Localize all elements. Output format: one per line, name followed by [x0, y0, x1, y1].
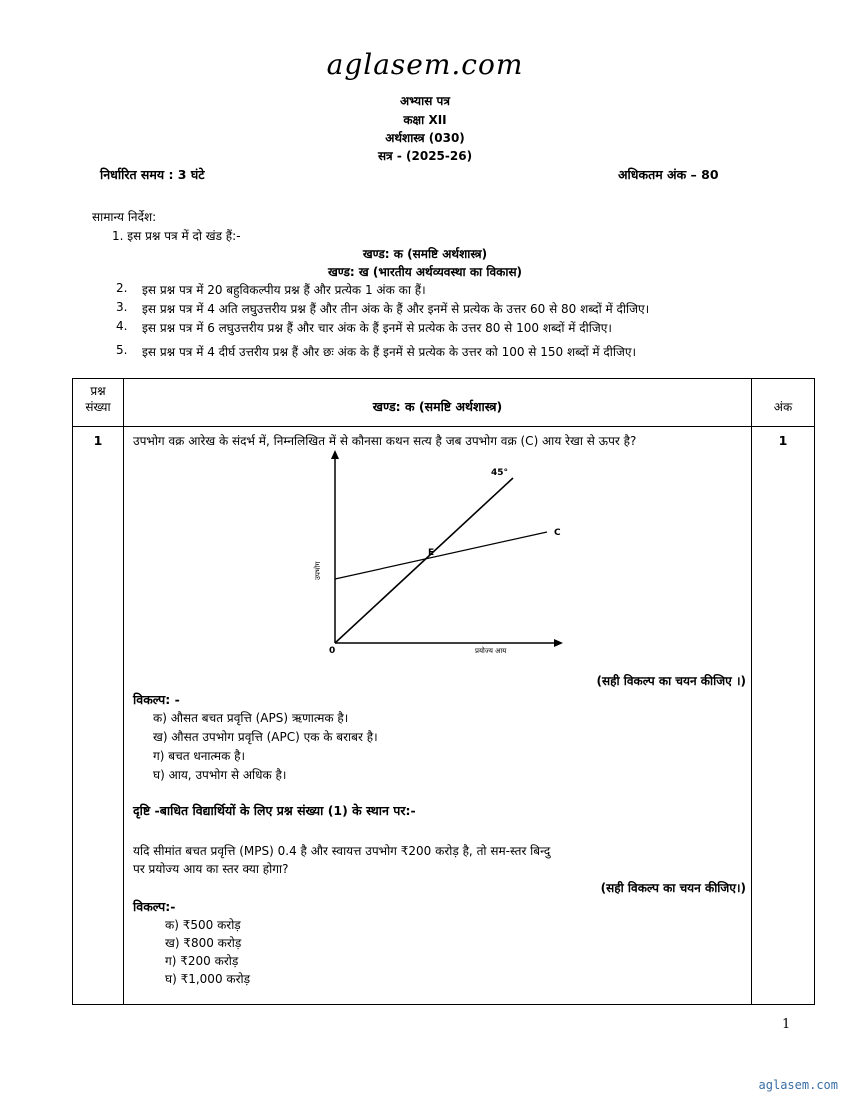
vi-option-c: ग) ₹200 करोड़	[165, 954, 239, 968]
vi-select-option-note: (सही विकल्प का चयन कीजिए।)	[600, 881, 746, 895]
question-number-header-line-1: प्रश्न	[90, 384, 106, 398]
question-number-header-line-2: संख्या	[85, 400, 111, 414]
y-axis-label: उपभोग	[314, 561, 322, 580]
angle-label: 45°	[491, 468, 509, 478]
visually-impaired-heading: दृष्टि -बाधित विद्यार्थियों के लिए प्रश्न संख्या (1) के स्थान पर:-	[133, 803, 416, 818]
option-c: ग) बचत धनात्मक है।	[153, 749, 246, 763]
time-allowed: निर्धारित समय : 3 घंटे	[100, 167, 205, 182]
marks-header: अंक	[752, 379, 815, 427]
instruction-item-1: 1. इस प्रश्न पत्र में दो खंड हैं:-	[112, 229, 241, 243]
y-axis-arrow	[331, 450, 339, 459]
consumption-curve	[335, 532, 547, 579]
question-number-header	[73, 379, 124, 427]
vi-option-a: क) ₹500 करोड़	[165, 918, 241, 932]
title-line-3: अर्थशास्त्र (030)	[385, 131, 465, 145]
question-marks: 1	[752, 427, 815, 1005]
x-axis-arrow	[554, 639, 563, 647]
equilibrium-point-label: E	[428, 548, 435, 558]
vi-question-line-1: यदि सीमांत बचत प्रवृत्ति (MPS) 0.4 है और स्वायत्त उपभोग ₹200 करोड़ है, तो सम-स्तर बिन्दु	[133, 844, 551, 858]
question-number: 1	[73, 427, 124, 1005]
select-option-note: (सही विकल्प का चयन कीजिए ।)	[596, 674, 746, 688]
instruction-num-5: 5.	[116, 343, 128, 357]
instruction-text-2: इस प्रश्न पत्र में 20 बहुविकल्पीय प्रश्न हैं और प्रत्येक 1 अंक का हैं।	[142, 283, 426, 297]
instructions-heading: सामान्य निर्देश:	[92, 210, 157, 224]
vi-question-line-2: पर प्रयोज्य आय का स्तर क्या होगा?	[133, 862, 289, 876]
section-header: खण्ड: क (समष्टि अर्थशास्त्र)	[124, 379, 752, 427]
brand-logo: aglasem.com	[326, 48, 524, 81]
title-line-2: कक्षा XII	[403, 113, 447, 127]
page-number: 1	[782, 1017, 791, 1032]
table-row	[73, 427, 815, 1005]
vi-options-heading: विकल्प:-	[133, 899, 176, 914]
title-line-4: सत्र - (2025-26)	[377, 149, 473, 163]
instruction-text-3: इस प्रश्न पत्र में 4 अति लघुउत्तरीय प्रश्न हैं और तीन अंक के हैं और इनमें से प्रत्येक के उत्तर 60 से 80 शब्दों में दीजिए।	[142, 302, 650, 316]
max-marks: अधिकतम अंक – 80	[618, 167, 719, 182]
x-axis-label: प्रयोज्य आय	[475, 647, 507, 655]
options-heading: विकल्प: -	[133, 692, 180, 707]
option-b: ख) औसत उपभोग प्रवृत्ति (APC) एक के बराबर है।	[153, 730, 378, 744]
instruction-num-4: 4.	[116, 319, 128, 333]
vi-option-b: ख) ₹800 करोड़	[165, 936, 242, 950]
instruction-num-2: 2.	[116, 281, 128, 295]
income-line-45	[335, 478, 513, 643]
option-d: घ) आय, उपभोग से अधिक है।	[153, 768, 287, 782]
question-cell	[124, 427, 752, 1005]
curve-label: C	[554, 528, 561, 538]
question-body	[125, 428, 750, 1003]
instruction-num-3: 3.	[116, 300, 128, 314]
question-text: उपभोग वक्र आरेख के संदर्भ में, निम्नलिखित में से कौनसा कथन सत्य है जब उपभोग वक्र (C) आय रेखा से ऊपर है?	[133, 434, 637, 448]
section-a-label: खण्ड: क (समष्टि अर्थशास्त्र)	[362, 247, 488, 261]
footer-link[interactable]: aglasem.com	[758, 1078, 838, 1092]
instruction-text-4: इस प्रश्न पत्र में 6 लघुउत्तरीय प्रश्न हैं और चार अंक के हैं इनमें से प्रत्येक के उत्तर 80 से 100 शब्दों में दीजिए।	[142, 321, 612, 335]
question-table	[72, 378, 815, 1005]
section-b-label: खण्ड: ख (भारतीय अर्थव्यवस्था का विकास)	[327, 265, 523, 279]
instruction-text-5: इस प्रश्न पत्र में 4 दीर्घ उत्तरीय प्रश्न हैं और छः अंक के हैं इनमें से प्रत्येक के उत्तर को 100 से 150 शब्दों में दीजिए।	[142, 345, 637, 359]
title-line-1: अभ्यास पत्र	[400, 94, 450, 108]
vi-option-d: घ) ₹1,000 करोड़	[165, 972, 251, 986]
origin-label: 0	[329, 646, 336, 656]
option-a: क) औसत बचत प्रवृत्ति (APS) ऋणात्मक है।	[153, 711, 349, 725]
table-header-row	[73, 379, 815, 427]
consumption-curve-diagram	[305, 448, 575, 663]
